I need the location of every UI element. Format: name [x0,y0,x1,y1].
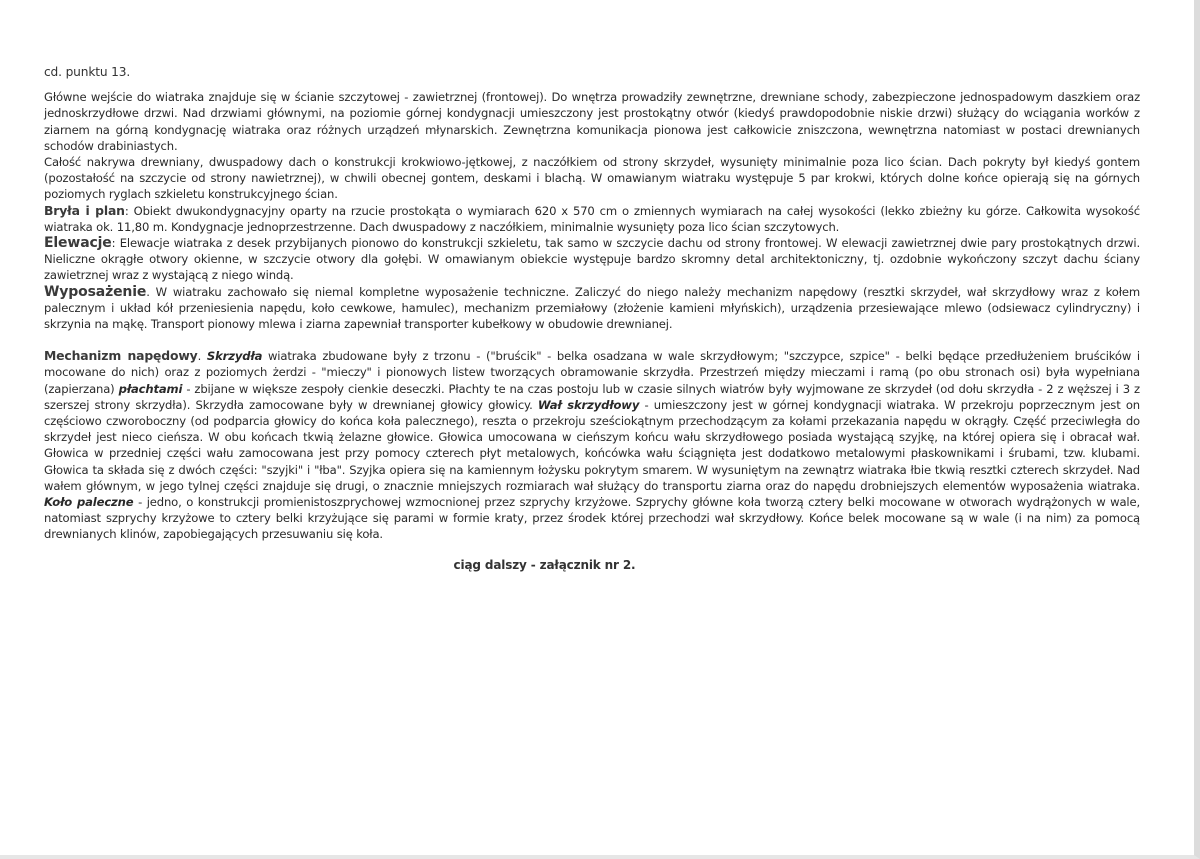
continuation-footer: ciąg dalszy - załącznik nr 2. [453,557,636,572]
drive-text-g: - umieszczony jest w górnej kondygnacji wiatraka. W przekroju poprzecznym jest on częściowo czworoboczny (od podparcia głowicy do końca koła palecznego), reszta o przekroju sześciokątnym przechodzącym za kołami przekazania napędu w okrągły. Część przeciwległa do skrzydeł jest nieco cieńsza. W obu końcach tkwią żelazne głowice. Głowica umocowana w cieńszym końcu wału skrzydłowego posiada wystającą szyjkę, na której opiera się i obracał wał. Głowica w przedniej części wału zamocowana jest przy pomocy czterech płyt metalowych, końcówka wału ściągnięta jest dodatkowo metalowymi płaskownikami i śrubami, tzw. klubami. Głowica ta składa się z dwóch części: "szyjki" i "łba". Szyjka opiera się na kamiennym łożysku pokrytym smarem. W wysuniętym na zewnątrz wiatraka łbie tkwią resztki czterech skrzydeł. Nad wałem głównym, w jego tylnej części znajduje się drugi, o znacznie mniejszych rozmiarach wał służący do transportu ziarna oraz do napędu drobniejszych elementów wyposażenia wiatraka. [44,397,1140,493]
term-brake-wheel: Koło paleczne [44,495,134,510]
paragraph-roof: Całość nakrywa drewniany, dwuspadowy dach o konstrukcji krokwiowo-jętkowej, z naczółkiem od strony skrzydeł, wysunięty minimalnie poza lico ścian. Dach pokryty był kiedyś gontem (pozostałość na szczycie od strony nawietrznej), w chwili obecnej gontem, deskami i blachą. W omawianym wiatraku występuje 5 par krokwi, których dolne końce opierają się na górnych poziomych ryglach szkieletu konstrukcyjnego ścian. [44,155,1140,202]
paragraph-equipment [44,284,1140,333]
continuation-header: cd. punktu 13. [44,65,131,79]
heading-drive-mechanism: Mechanizm napędowy [44,348,198,364]
plan-text: : Obiekt dwukondygnacyjny oparty na rzucie prostokąta o wymiarach 620 x 570 cm o zmiennych wymiarach na całej wysokości (lekko zbieżny ku górze. Całkowita wysokość wiatraka ok. 11,80 m. Kondygnacje jednoprzestrzenne. Dach dwuspadowy z naczółkiem, minimalnie wysunięty poza lico ścian szczytowych. [44,203,1140,234]
elevations-text: : Elewacje wiatraka z desek przybijanych pionowo do konstrukcji szkieletu, tak samo w szczycie dachu od strony frontowej. W elewacji zawietrznej dwie pary prostokątnych drzwi. Nieliczne okrągłe otwory okienne, w szczycie otwory dla gołębi. W omawianym obiekcie występuje bardzo skromny detal architektoniczny, tj. ozdobnie wykończony szczyt dachu ściany zawietrznej wraz z wystającą z niego windą. [44,236,1140,283]
equipment-text: . W wiatraku zachowało się niemal kompletne wyposażenie techniczne. Zaliczyć do niego należy mechanizm napędowy (resztki skrzydeł, wał skrzydłowy wraz z kołem palecznym i układ kół przeniesienia napędu, koło cewkowe, hamulec), mechanizm przemiałowy (złożenie kamieni młyńskich), urządzenia przesiewające mlewo (odsiewacz cylindryczny) i skrzynia na mąkę. Transport pionowy mlewa i ziarna zapewniał transporter kubełkowy w obudowie drewnianej. [44,284,1140,332]
paragraph-entrance: Główne wejście do wiatraka znajduje się w ścianie szczytowej - zawietrznej (frontowej). Do wnętrza prowadziły zewnętrzne, drewniane schody, zabezpieczone jednospadowym daszkiem oraz jednoskrzydłowe drzwi. Nad drzwiami głównymi, na poziomie górnej kondygnacji umieszczony jest prostokątny otwór (kiedyś prawdopodobnie niskie drzwi) służący do wciągania worków z ziarnem na górną kondygnację wiatraka oraz różnych urządzeń młynarskich. Zewnętrzna komunikacja pionowa jest całkowicie zniszczona, wewnętrzna natomiast w postaci drewnianych schodów drabiniastych. [44,90,1140,153]
drive-text-i: - jedno, o konstrukcji promienistoszprychowej wzmocnionej przez szprychy krzyżowe. Szprychy główne koła tworzą cztery belki mocowane w otworach wydrążonych w wale, natomiast szprychy krzyżowe to cztery belki krzyżujące się parami w formie kraty, przez środek której przechodzi wał skrzydłowy. Końce belek mocowane są w wale (i na nim) za pomocą drewnianych klinów, zapobiegających przesuwaniu się koła. [44,495,1141,542]
term-sails: Skrzydła [206,349,263,364]
drive-text-e: - zbijane w większe zespoły cienkie deseczki. Płachty te na czas postoju lub w czasie silnych wiatrów były wyjmowane ze skrzydeł (od dołu skrzydła - 2 z węższej i 3 z szerszej strony skrzydła). Skrzydła zamocowane były w drewnianej głowicy głowicy. [44,381,1140,412]
term-windshaft: Wał skrzydłowy [537,397,640,412]
term-sailcloth: płachtami [118,381,183,396]
drive-text-c: wiatraka zbudowane były z trzonu - ("bruścik" - belka osadzana w wale skrzydłowym; "szczypce, szpice" - belki będące przedłużeniem bruścików i mocowane do nich) oraz z poziomych żerdzi - "mieczy" i pionowych listew tworzących obramowanie skrzydła. Przestrzeń między mieczami i ramą (po obu stronach osi) była wypełniana (zapierzana) [44,349,1140,396]
paragraph-plan [44,203,1140,235]
heading-plan: Bryła i plan [44,202,125,218]
document-body [44,64,1140,585]
heading-elevations: Elewacje [44,235,112,252]
section-gap [44,332,1140,348]
paragraph-elevations [44,235,1140,284]
paragraph-drive-mechanism [44,348,1140,542]
heading-equipment: Wyposażenie [44,283,147,300]
drive-text-a: . [197,349,207,364]
